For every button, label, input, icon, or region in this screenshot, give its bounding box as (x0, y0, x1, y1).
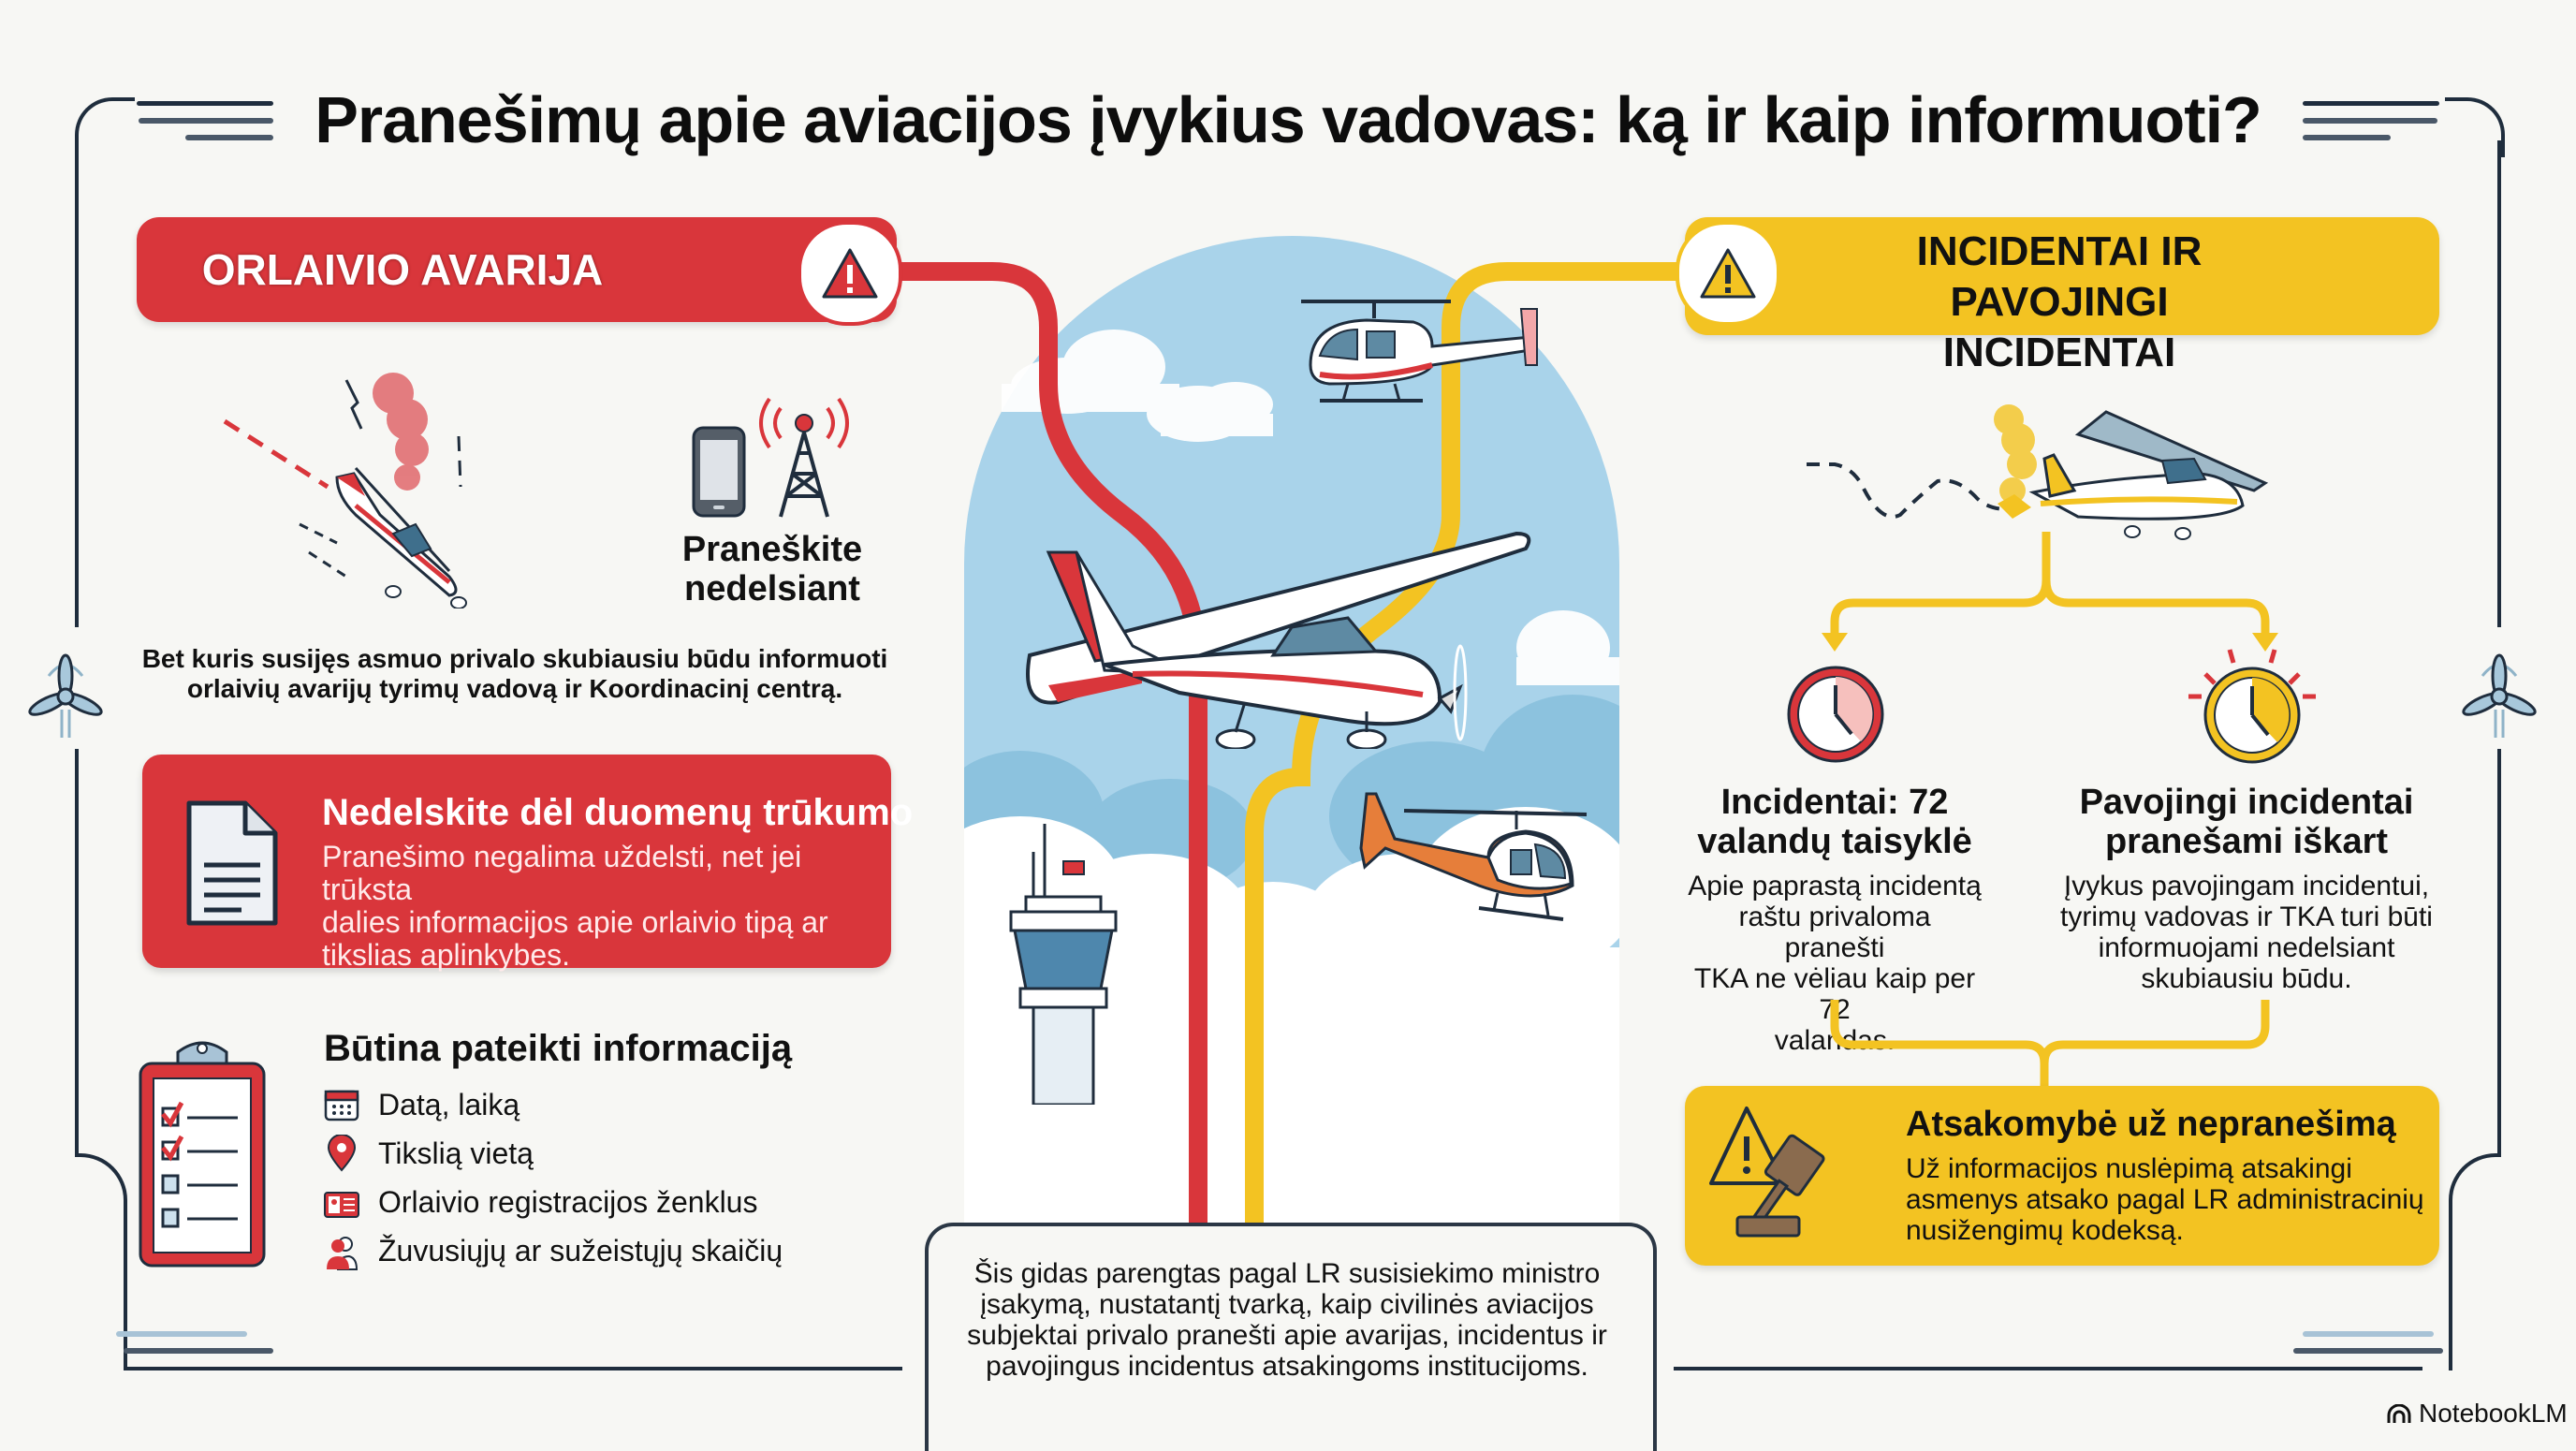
serious-incidents-title: Pavojingi incidentai pranešami iškart (2079, 783, 2414, 861)
frame-corner (2449, 1153, 2501, 1213)
required-info-title: Būtina pateikti informaciją (324, 1028, 793, 1069)
no-delay-card-title: Nedelskite dėl duomenų trūkumo (322, 792, 914, 833)
helicopter-icon (1292, 281, 1554, 412)
required-info-item: Orlaivio registracijos ženklus (378, 1185, 758, 1219)
control-tower-icon (1007, 824, 1120, 1105)
crashing-plane-icon (215, 365, 524, 608)
accident-banner-label: ORLAIVIO AVARIJA (201, 245, 604, 294)
frame-right-border (2497, 140, 2501, 627)
frame-left-border (75, 749, 79, 1153)
liability-card-body: Už informacijos nuslėpimą atsakingi asmenys atsako pagal LR administracinių nusižengimų kodeksą. (1906, 1153, 2424, 1246)
airplane-icon (992, 487, 1554, 749)
phone-icon (691, 425, 747, 519)
clock-red-icon (1784, 663, 1887, 766)
accident-intro-text: Bet kuris susijęs asmuo privalo skubiausiu būdu informuoti orlaivių avarijų tyrimų vadovą ir Koordinacinį centrą. (141, 644, 888, 703)
incidents-banner-label: INCIDENTAI IR PAVOJINGI INCIDENTAI (1916, 228, 2203, 375)
incidents-72h-body: Apie paprastą incidentą raštu privaloma pranešti TKA ne vėliau kaip per 72 valandas. (1688, 871, 1982, 1056)
notebooklm-logo-icon (2387, 1404, 2411, 1423)
frame-corner (75, 97, 135, 157)
incidents-72h-title: Incidentai: 72 valandų taisyklė (1697, 783, 1972, 861)
document-icon (185, 799, 279, 927)
no-delay-card-body: Pranešimo negalima uždelsti, net jei trūksta dalies informacijos apie orlaivio tipą ar tikslias aplinkybes. (322, 840, 828, 972)
frame-corner (32, 1153, 79, 1209)
warning-triangle-icon (820, 246, 880, 300)
calendar-icon (323, 1086, 360, 1123)
accident-warning-badge (798, 221, 902, 326)
footer-note-text: Šis gidas parengtas pagal LR susisiekimo ministro įsakymą, nustatantį tvarką, kaip civilinės aviacijos subjektai privalo pranešti apie avarijas, incidentus ir pavojingus incidentus atsakingoms institucijoms. (967, 1258, 1607, 1382)
gavel-warning-icon (1709, 1105, 1850, 1245)
required-info-item: Žuvusiųjų ar sužeistųjų skaičių (378, 1234, 783, 1268)
brand-watermark (2387, 1399, 2568, 1429)
brand-label: NotebookLM (2419, 1399, 2568, 1428)
people-icon (323, 1234, 360, 1271)
id-card-icon (323, 1185, 360, 1223)
location-pin-icon (323, 1135, 360, 1172)
liability-card-title: Atsakomybė už nepranešimą (1906, 1105, 2396, 1144)
serious-incidents-body: Įvykus pavojingam incidentui, tyrimų vadovas ir TKA turi būti informuojami nedelsiant skubiausiu būdu. (2060, 871, 2433, 994)
clipboard-checklist-icon (137, 1035, 268, 1269)
frame-right-border (2497, 749, 2501, 1153)
frame-bottom-border (124, 1367, 902, 1370)
propeller-icon (21, 648, 110, 741)
frame-corner (2445, 97, 2505, 157)
incidents-warning-badge (1676, 221, 1780, 326)
required-info-item: Tikslią vietą (378, 1136, 534, 1170)
warning-triangle-icon (1698, 246, 1758, 300)
branch-arrows (1816, 524, 2321, 655)
required-info-item: Datą, laiką (378, 1088, 520, 1121)
frame-left-border (75, 140, 79, 627)
propeller-icon (2454, 648, 2544, 741)
radio-tower-icon (753, 380, 856, 519)
frame-bottom-border (2449, 1209, 2452, 1370)
clock-yellow-alarm-icon (2177, 640, 2327, 771)
frame-bottom-border (1674, 1367, 2422, 1370)
frame-bottom-border (124, 1209, 127, 1370)
frame-corner (75, 1153, 127, 1213)
merge-bracket (1816, 992, 2321, 1090)
helicopter-icon (1348, 783, 1591, 923)
report-immediately-label: Praneškite nedelsiant (681, 530, 863, 608)
page-title: Pranešimų apie aviacijos įvykius vadovas: ką ir kaip informuoti? (315, 83, 2261, 156)
